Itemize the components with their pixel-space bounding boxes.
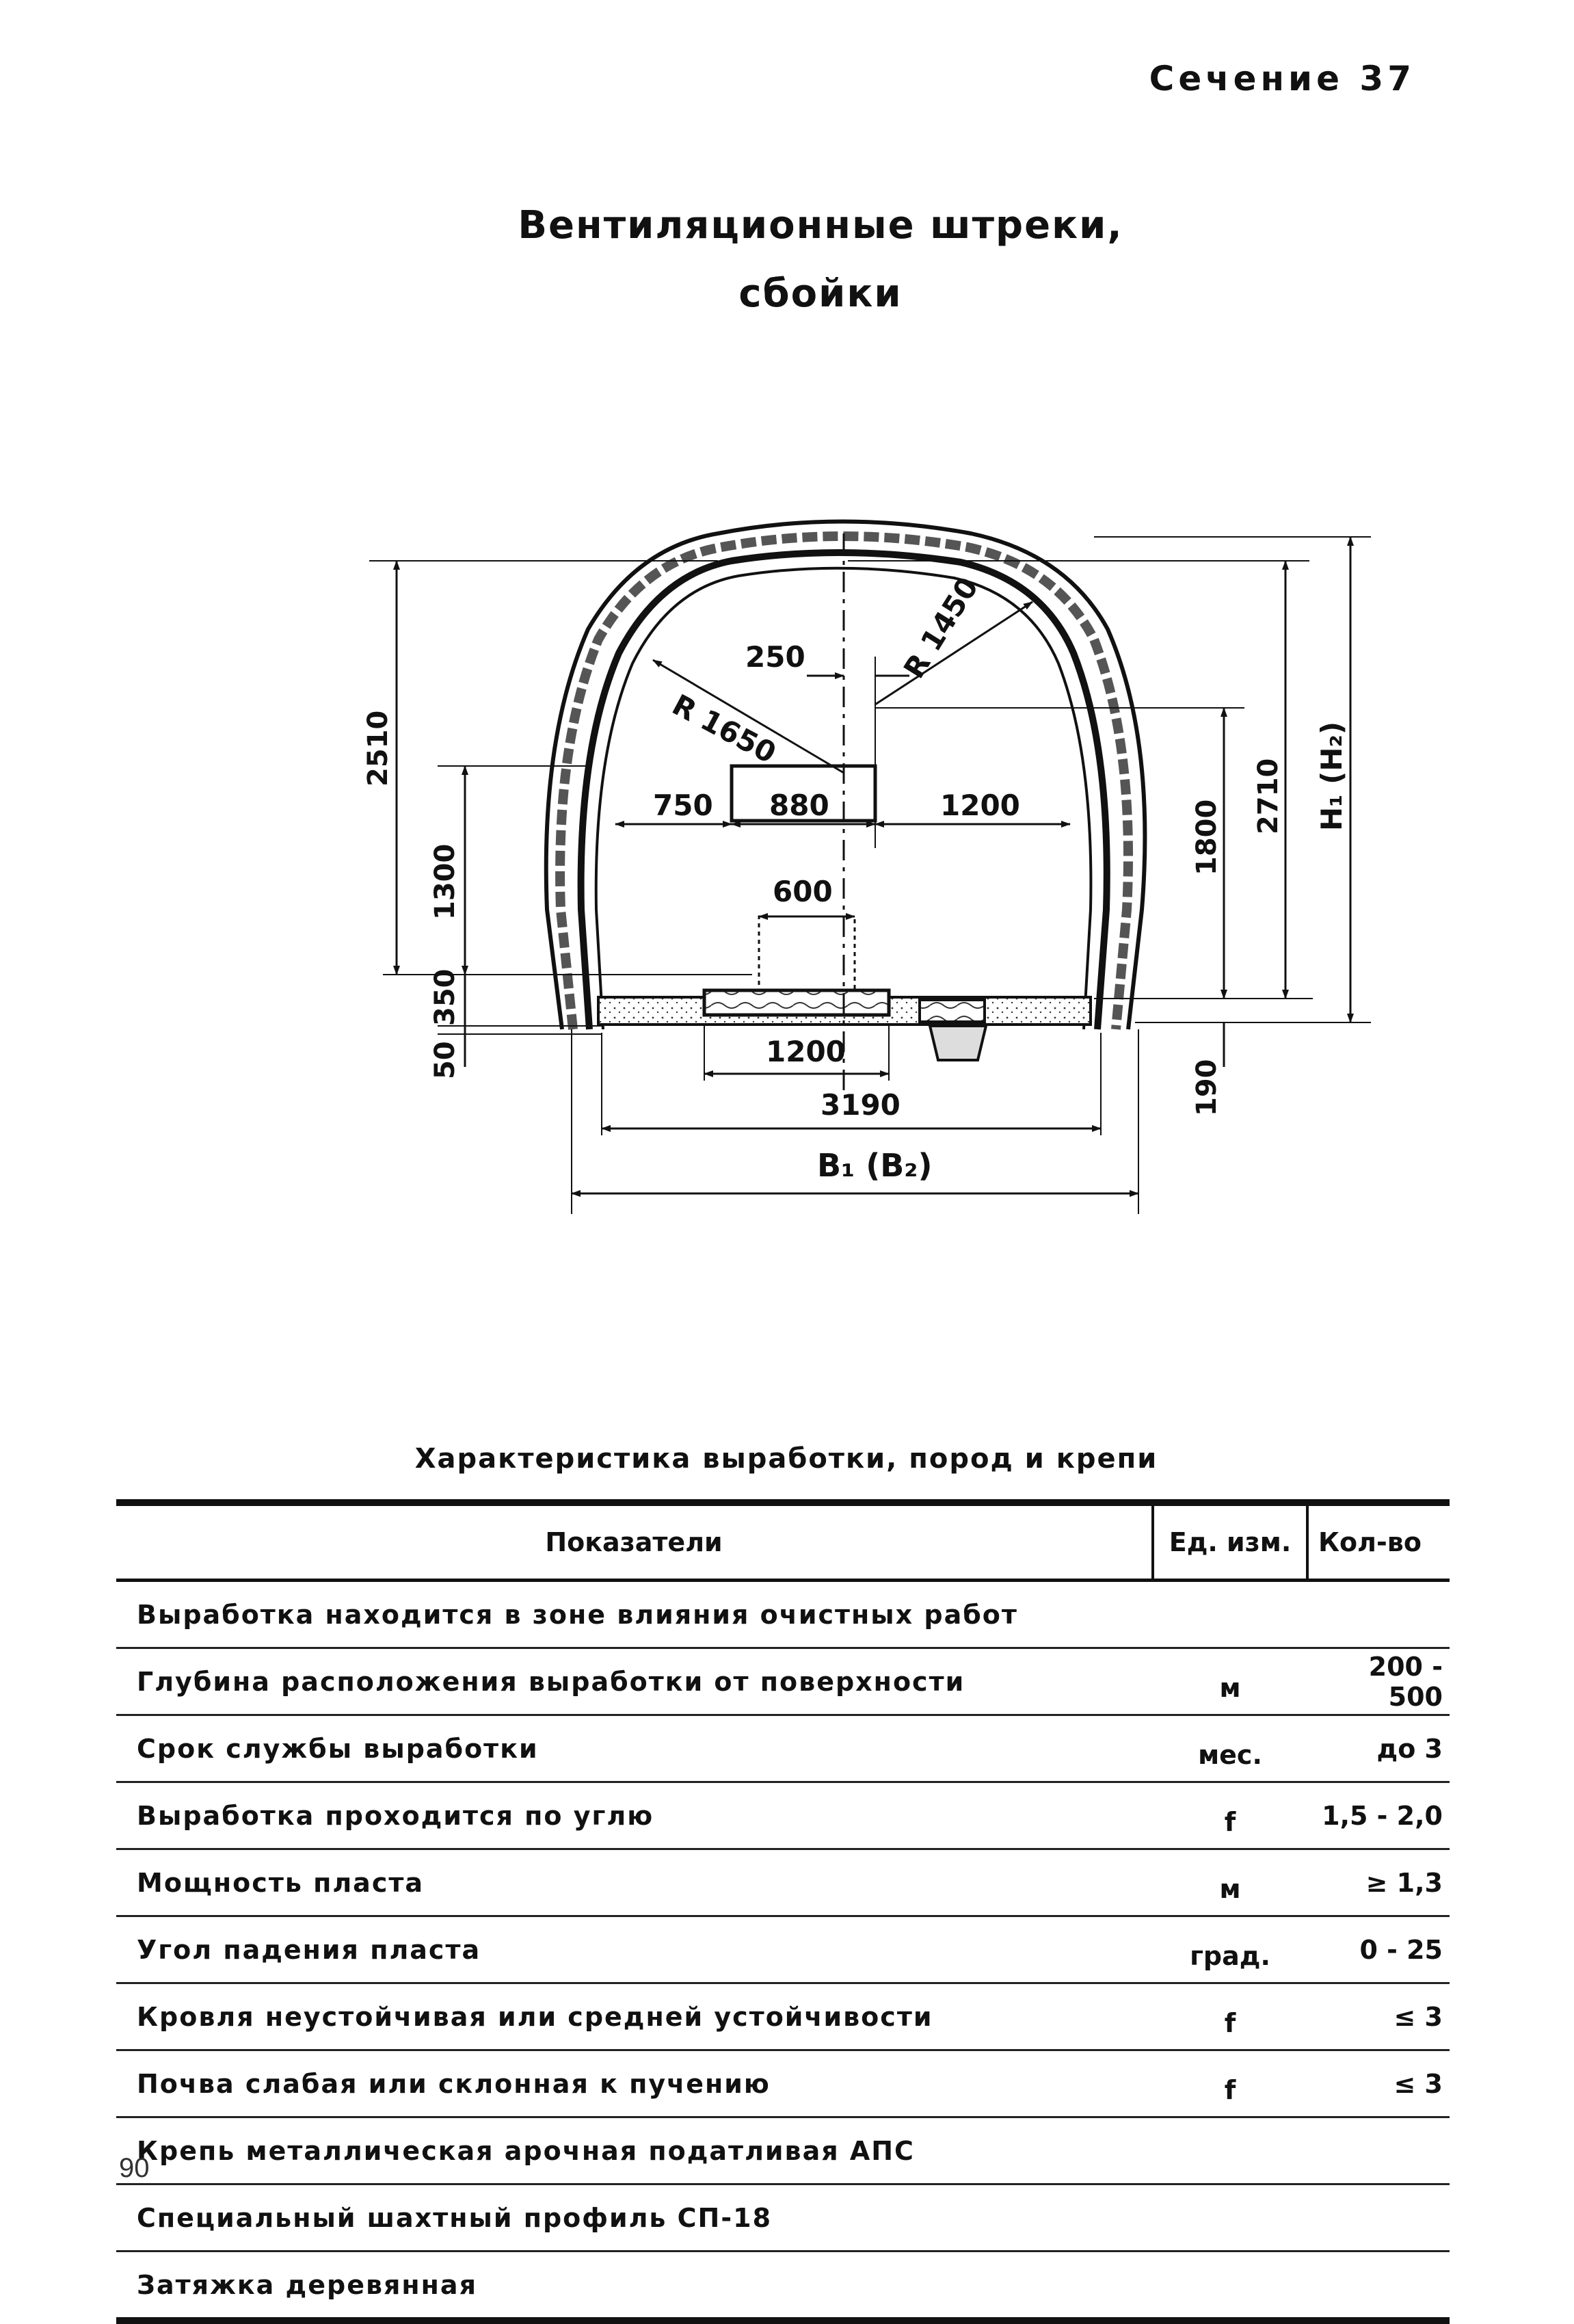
row-value: ≤ 3 [1307, 2050, 1450, 2117]
dim-b-label: B₁ (B₂) [817, 1147, 933, 1184]
rail-profile [759, 916, 855, 990]
dim-190: 190 [1191, 1059, 1223, 1116]
row-label: Специальный шахтный профиль СП-18 [116, 2184, 1153, 2252]
row-label: Выработка находится в зоне влияния очистных работ [116, 1581, 1153, 1648]
dim-2710: 2710 [1253, 758, 1284, 834]
table-row [116, 1983, 1450, 2050]
row-unit: м [1153, 1849, 1307, 1916]
row-label: Мощность пласта [116, 1849, 1153, 1916]
table-row [116, 1916, 1450, 1983]
section-label: Сечение 37 [1149, 59, 1415, 98]
dim-1300: 1300 [429, 843, 461, 920]
dim-r1650: R 1650 [667, 687, 782, 770]
table-row [116, 1581, 1450, 1648]
characteristics-table [116, 1499, 1450, 2324]
floor-sleeper [704, 990, 889, 1015]
dim-1800: 1800 [1191, 799, 1223, 875]
header-qty: Кол-во [1307, 1503, 1450, 1581]
row-label: Кровля неустойчивая или средней устойчивости [116, 1983, 1153, 2050]
table-header-row [116, 1503, 1450, 1581]
row-unit [1153, 1581, 1307, 1648]
row-value: 200 - 500 [1307, 1648, 1450, 1715]
row-value [1307, 2117, 1450, 2184]
row-unit: f [1153, 1782, 1307, 1849]
row-value: 0 - 25 [1307, 1916, 1450, 1983]
header-indicator: Показатели [116, 1503, 1153, 1581]
dim-250: 250 [745, 640, 805, 674]
row-unit: мес. [1153, 1715, 1307, 1782]
row-value [1307, 1581, 1450, 1648]
table-row [116, 1849, 1450, 1916]
table-row [116, 2117, 1450, 2184]
dim-50: 50 [429, 1041, 461, 1079]
row-unit: f [1153, 2050, 1307, 2117]
dim-350: 350 [429, 968, 461, 1026]
row-value: ≥ 1,3 [1307, 1849, 1450, 1916]
row-value: до 3 [1307, 1715, 1450, 1782]
table-row [116, 1782, 1450, 1849]
dim-750: 750 [653, 789, 713, 822]
table-row [116, 2050, 1450, 2117]
table-row [116, 1648, 1450, 1715]
row-unit [1153, 2184, 1307, 2252]
row-value: ≤ 3 [1307, 1983, 1450, 2050]
dim-600: 600 [773, 875, 833, 908]
dim-880: 880 [769, 789, 829, 822]
row-unit [1153, 2117, 1307, 2184]
row-unit: град. [1153, 1916, 1307, 1983]
title-line-1: Вентиляционные штреки, [518, 203, 1123, 248]
row-unit: f [1153, 1983, 1307, 2050]
dim-h-label: H₁ (H₂) [1315, 721, 1348, 831]
floor-plank [920, 1000, 985, 1022]
row-label: Выработка проходится по углю [116, 1782, 1153, 1849]
row-label: Крепь металлическая арочная податливая АПС [116, 2117, 1153, 2184]
table-row [116, 1715, 1450, 1782]
table-row [116, 2184, 1450, 2252]
row-unit: м [1153, 1648, 1307, 1715]
row-value [1307, 2184, 1450, 2252]
row-label: Почва слабая или склонная к пучению [116, 2050, 1153, 2117]
row-label: Угол падения пласта [116, 1916, 1153, 1983]
dim-3190: 3190 [821, 1088, 901, 1122]
row-value: 1,5 - 2,0 [1307, 1782, 1450, 1849]
row-label: Затяжка деревянная [116, 2252, 1153, 2321]
dim-1200-top: 1200 [940, 789, 1020, 822]
header-unit: Ед. изм. [1153, 1503, 1307, 1581]
outer-lagging-contour [546, 522, 1145, 1030]
row-label: Глубина расположения выработки от поверхности [116, 1648, 1153, 1715]
table-row [116, 2252, 1450, 2321]
row-unit [1153, 2252, 1307, 2321]
page-number: 90 [119, 2153, 150, 2183]
dim-1200-bottom: 1200 [766, 1035, 846, 1068]
dim-r1450: R 1450 [896, 571, 985, 685]
row-value [1307, 2252, 1450, 2321]
row-label: Срок службы выработки [116, 1715, 1153, 1782]
dim-2510: 2510 [362, 710, 394, 787]
title-line-2: сбойки [738, 272, 903, 316]
table-caption: Характеристика выработки, пород и крепи [414, 1443, 1158, 1475]
drain-ditch [930, 1026, 986, 1060]
